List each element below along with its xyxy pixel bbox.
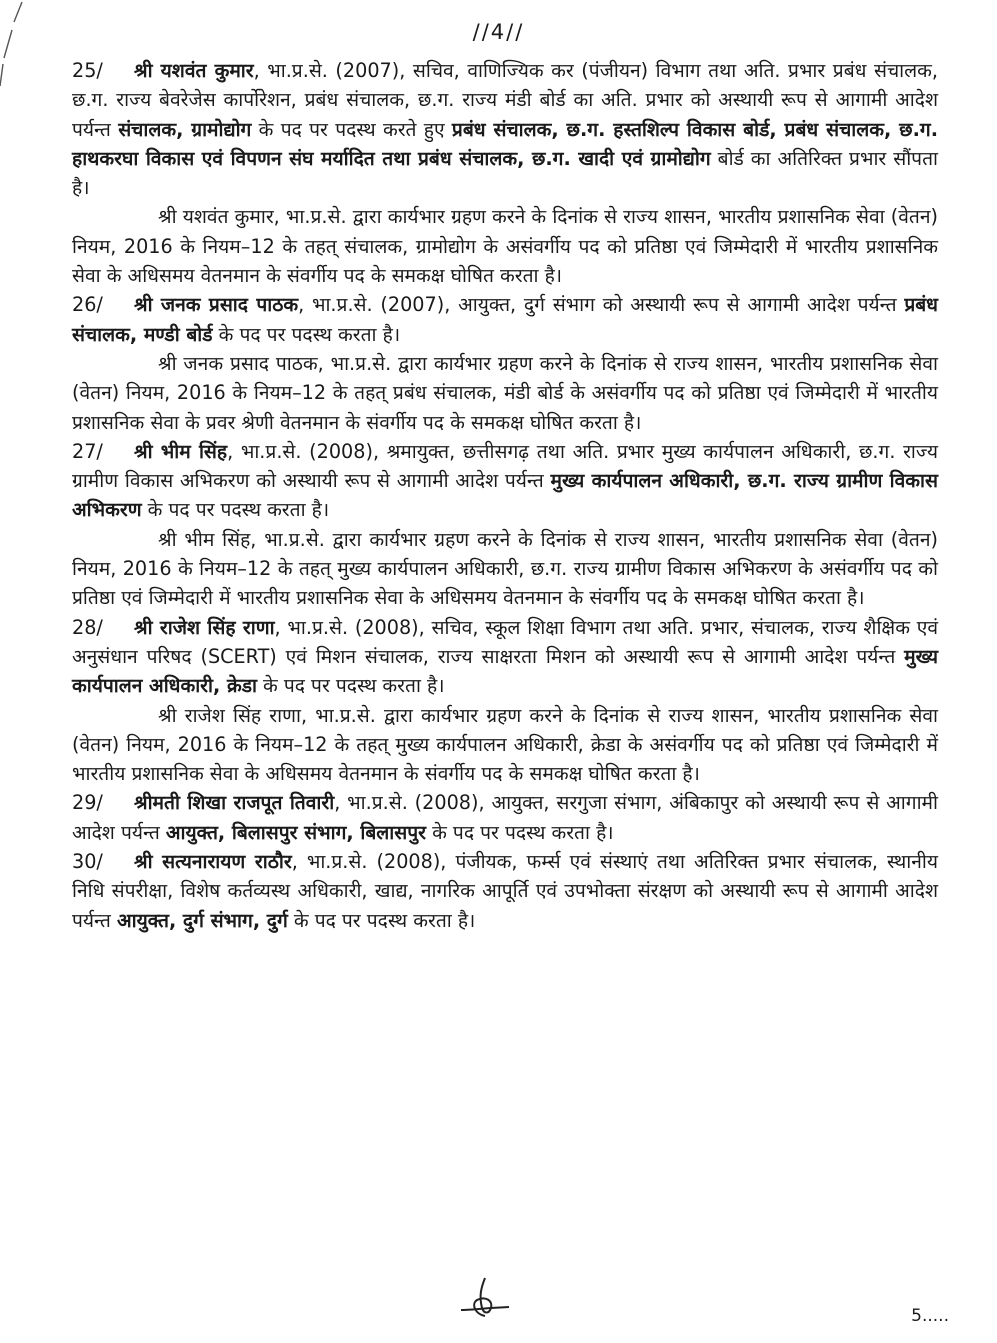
officer-name: श्री यशवंत कुमार bbox=[134, 59, 254, 82]
declaration-28: श्री राजेश सिंह राणा, भा.प्र.से. द्वारा कार्यभार ग्रहण करने के दिनांक से राज्य शासन, भारतीय प्रशासनिक सेवा (वेतन) नियम, 2016 के नियम–12 के तहत् मुख्य कार्यपालन अधिकारी, क्रेडा के असंवर्गीय पद को प्रतिष्ठा एवं जिम्मेदारी में भारतीय प्रशासनिक सेवा के अधिसमय वेतनमान के संवर्गीय पद के समकक्ष घोषित करता है। bbox=[72, 703, 938, 786]
item-text: के पद पर पदस्थ करता है। bbox=[425, 820, 614, 844]
additional-charge-title: प्रबंध संचालक, छ.ग. हस्तशिल्प विकास बोर्ड, प्रबंध संचालक, छ.ग. हाथकरघा विकास एवं विपणन संघ मर्यादित तथा प्रबंध संचालक, छ.ग. खादी एवं ग्रामोद्योग bbox=[72, 117, 938, 170]
item-text: , भा.प्र.से. (2008), श्रमायुक्त, छत्तीसगढ़ तथा अति. प्रभार मुख्य कार्यपालन अधिकारी, छ.ग. राज्य ग्रामीण विकास अभिकरण को अस्थायी रूप से आगामी आदेश पर्यन्त bbox=[72, 439, 938, 493]
posting-title: आयुक्त, बिलासपुर संभाग, बिलासपुर bbox=[165, 820, 426, 844]
order-item-26 bbox=[72, 290, 938, 349]
declaration-25: श्री यशवंत कुमार, भा.प्र.से. द्वारा कार्यभार ग्रहण करने के दिनांक से राज्य शासन, भारतीय प्रशासनिक सेवा (वेतन) नियम, 2016 के नियम–12 के तहत् संचालक, ग्रामोद्योग के असंवर्गीय पद को प्रतिष्ठा एवं जिम्मेदारी में भारतीय प्रशासनिक सेवा के अधिसमय वेतनमान के संवर्गीय पद के समकक्ष घोषित करता है। bbox=[72, 205, 938, 288]
declaration-27: श्री भीम सिंह, भा.प्र.से. द्वारा कार्यभार ग्रहण करने के दिनांक से राज्य शासन, भारतीय प्रशासनिक सेवा (वेतन) नियम, 2016 के नियम–12 के तहत् मुख्य कार्यपालन अधिकारी, छ.ग. राज्य ग्रामीण विकास अभिकरण के असंवर्गीय पद को प्रतिष्ठा एवं जिम्मेदारी में भारतीय प्रशासनिक सेवा के अधिसमय वेतनमान के संवर्गीय पद के समकक्ष घोषित करता है। bbox=[72, 527, 938, 610]
item-text: , भा.प्र.से. (2007), सचिव, वाणिज्यिक कर (पंजीयन) विभाग तथा अति. प्रभार प्रबंध संचालक, छ.ग. राज्य बेवरेजेस कार्पोरेशन, प्रबंध संचालक, छ.ग. राज्य मंडी बोर्ड का अति. प्रभार को अस्थायी रूप से आगामी आदेश पर्यन्त bbox=[72, 59, 938, 141]
item-text: बोर्ड का अतिरिक्त प्रभार सौंपता है। bbox=[72, 146, 938, 200]
posting-title: संचालक, ग्रामोद्योग bbox=[118, 117, 252, 141]
order-item-25 bbox=[72, 56, 938, 202]
item-text: के पद पर पदस्थ करते हुए bbox=[251, 117, 452, 141]
item-text: , भा.प्र.से. (2008), आयुक्त, सरगुजा संभाग, अंबिकापुर को अस्थायी रूप से आगामी आदेश पर्यन्त bbox=[72, 791, 938, 844]
item-text: के पद पर पदस्थ करता है। bbox=[212, 322, 401, 346]
order-item-30 bbox=[72, 847, 938, 935]
item-text: के पद पर पदस्थ करता है। bbox=[141, 498, 330, 522]
item-text: के पद पर पदस्थ करता है। bbox=[256, 674, 445, 698]
officer-name: श्री सत्यनारायण राठौर bbox=[134, 850, 292, 874]
officer-name: श्री जनक प्रसाद पाठक bbox=[134, 293, 299, 317]
continued-page-indicator: 5..... bbox=[911, 1306, 949, 1326]
officer-name: श्रीमती शिखा राजपूत तिवारी bbox=[134, 791, 335, 815]
officer-name: श्री राजेश सिंह राणा bbox=[134, 615, 275, 639]
item-number: 26/ bbox=[72, 293, 103, 317]
declaration-26: श्री जनक प्रसाद पाठक, भा.प्र.से. द्वारा कार्यभार ग्रहण करने के दिनांक से राज्य शासन, भारतीय प्रशासनिक सेवा (वेतन) नियम, 2016 के नियम–12 के तहत् प्रबंध संचालक, मंडी बोर्ड के असंवर्गीय पद को प्रतिष्ठा एवं जिम्मेदारी में भारतीय प्रशासनिक सेवा के प्रवर श्रेणी वेतनमान के संवर्गीय पद के समकक्ष घोषित करता है। bbox=[72, 351, 938, 434]
item-number: 30/ bbox=[72, 850, 103, 874]
posting-title: मुख्य कार्यपालन अधिकारी, क्रेडा bbox=[72, 644, 938, 698]
item-number: 25/ bbox=[72, 59, 103, 82]
item-number: 29/ bbox=[72, 791, 103, 815]
page-number: //4// bbox=[472, 20, 525, 44]
order-body bbox=[72, 56, 938, 935]
item-text: , भा.प्र.से. (2008), पंजीयक, फर्म्स एवं संस्थाएं तथा अतिरिक्त प्रभार संचालक, स्थानीय निधि संपरीक्षा, विशेष कर्तव्यस्थ अधिकारी, खाद्य, नागरिक आपूर्ति एवं उपभोक्ता संरक्षण को अस्थायी रूप से आगामी आदेश पर्यन्त bbox=[72, 850, 939, 932]
officer-name: श्री भीम सिंह bbox=[134, 439, 228, 463]
item-number: 27/ bbox=[72, 439, 103, 463]
posting-title: मुख्य कार्यपालन अधिकारी, छ.ग. राज्य ग्रामीण विकास अभिकरण bbox=[72, 469, 938, 522]
order-item-29 bbox=[72, 788, 938, 847]
order-item-28 bbox=[72, 613, 938, 701]
item-number: 28/ bbox=[72, 615, 103, 639]
item-text: के पद पर पदस्थ करता है। bbox=[287, 908, 476, 932]
initials-signature bbox=[455, 1274, 515, 1322]
scan-edge-mark bbox=[0, 0, 40, 90]
item-text: , भा.प्र.से. (2008), सचिव, स्कूल शिक्षा विभाग तथा अति. प्रभार, संचालक, राज्य शैक्षिक एवं अनुसंधान परिषद (SCERT) एवं मिशन संचालक, राज्य साक्षरता मिशन को अस्थायी रूप से आगामी आदेश पर्यन्त bbox=[72, 615, 938, 668]
order-item-27 bbox=[72, 437, 938, 525]
posting-title: आयुक्त, दुर्ग संभाग, दुर्ग bbox=[116, 908, 288, 932]
item-text: , भा.प्र.से. (2007), आयुक्त, दुर्ग संभाग को अस्थायी रूप से आगामी आदेश पर्यन्त bbox=[298, 293, 905, 317]
posting-title: प्रबंध संचालक, मण्डी बोर्ड bbox=[72, 293, 938, 346]
